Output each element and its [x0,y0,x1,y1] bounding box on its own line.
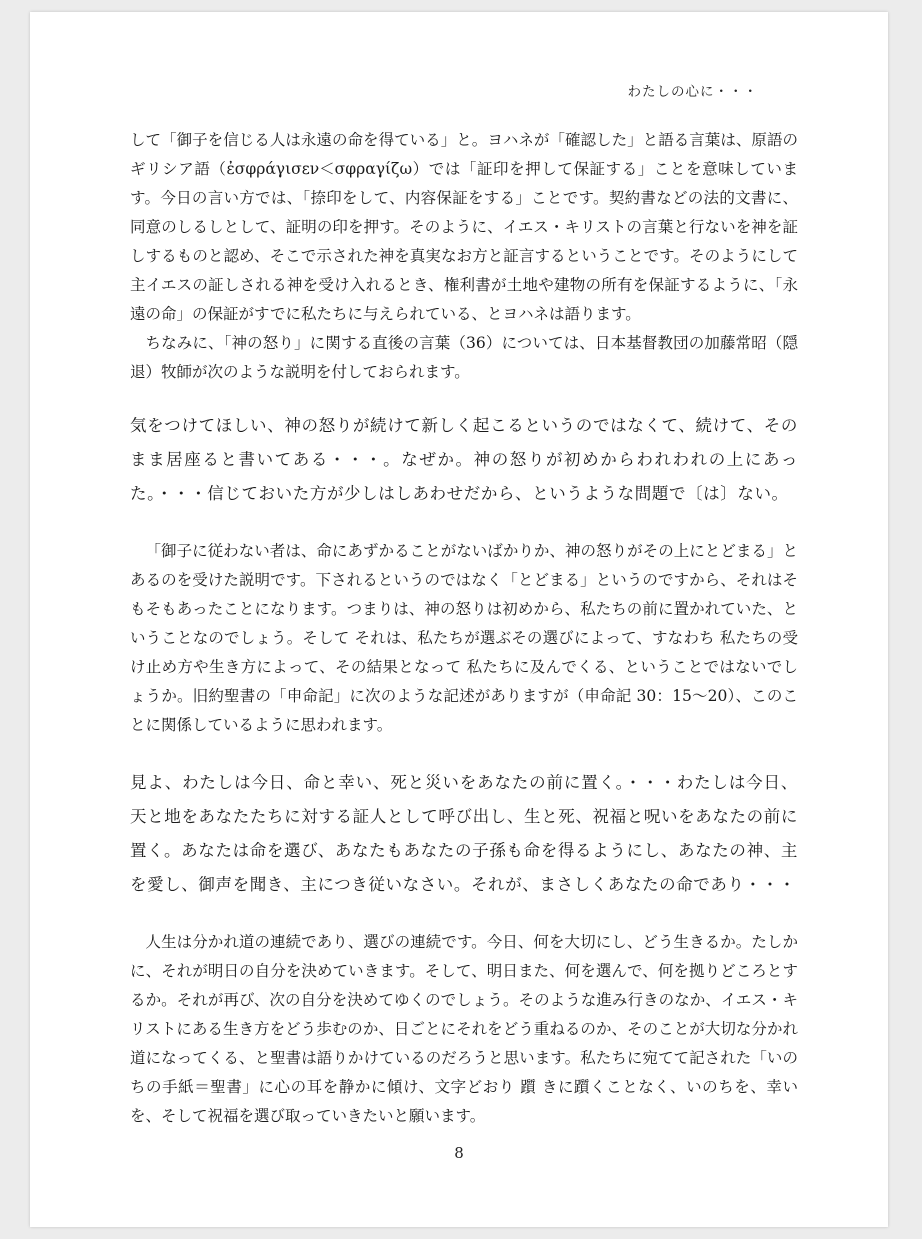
paragraph-3: 「御子に従わない者は、命にあずかることがないばかりか、神の怒りがその上にとどまる」とあるのを受けた説明です。下されるというのではなく「とどまる」というのですから、それはそもそもあったことになります。つまりは、神の怒りは初めから、私たちの前に置かれていた、ということなのでしょう。そして それは、私たちが選ぶその選びによって、すなわち 私たちの受け止め方や生き方によって、その結果となって 私たちに及んでくる、ということではないでしょうか。旧約聖書の「申命記」に次のような記述がありますが（申命記 30：15〜20）、このことに関係しているように思われます。 [130,542,798,734]
spacer [130,511,798,537]
paragraph-1: して「御子を信じる人は永遠の命を得ている」と。ヨハネが「確認した」と語る言葉は、原語のギリシア語（ἐσφράγισεν＜σφραγίζω）では「証印を押して保証する」ことを意味しています。今日の言い方では、「捺印をして、内容保証をする」ことです。契約書などの法的文書に、同意のしるしとして、証明の印を押す。そのように、イエス・キリストの言葉と行ないを神を証しするものと認め、そこで示された神を真実なお方と証言するということです。そのようにして主イエスの証しされる神を受け入れるとき、権利書が土地や建物の所有を保証するように、「永遠の命」の保証がすでに私たちに与えられている、とヨハネは語ります。 [130,131,798,323]
page-number: 8 [454,1144,464,1162]
body-text [130,126,798,1131]
document-page [30,12,888,1227]
quotation-kato: 気をつけてほしい、神の怒りが続けて新しく起こるというのではなくて、続けて、そのまま居座ると書いてある・・・。なぜか。神の怒りが初めからわれわれの上にあった。・・・信じておいた方が少しはしあわせだから、というような問題で〔は〕ない。 [130,416,798,503]
spacer [130,387,798,409]
quotation-deuteronomy: 見よ、わたしは今日、命と幸い、死と災いをあなたの前に置く。・・・わたしは今日、天と地をあなたたちに対する証人として呼び出し、生と死、祝福と呪いをあなたの前に置く。あなたは命を選び、あなたもあなたの子孫も命を得るようにし、あなたの神、主を愛し、御声を聞き、主につき従いなさい。それが、まさしくあなたの命であり・・・ [130,773,798,894]
paragraph-4: 人生は分かれ道の連続であり、選びの連続です。今日、何を大切にし、どう生きるか。たしかに、それが明日の自分を決めていきます。そして、明日また、何を選んで、何を拠りどころとするか。それが再び、次の自分を決めてゆくのでしょう。そのような進み行きのなか、イエス・キリストにある生き方をどう歩むのか、日ごとにそれをどう重ねるのか、そのことが大切な分かれ道になってくる、と聖書は語りかけているのだろうと思います。私たちに宛てて記された「いのちの手紙＝聖書」に心の耳を静かに傾け、文字どおり 躓 きに躓くことなく、いのちを、幸いを、そして祝福を選び取っていきたいと願います。 [130,933,798,1125]
spacer [130,902,798,928]
spacer [130,740,798,766]
running-header: わたしの心に・・・ [627,84,758,100]
paragraph-2: ちなみに、「神の怒り」に関する直後の言葉（36）については、日本基督教団の加藤常昭（隠退）牧師が次のような説明を付しておられます。 [130,334,798,381]
